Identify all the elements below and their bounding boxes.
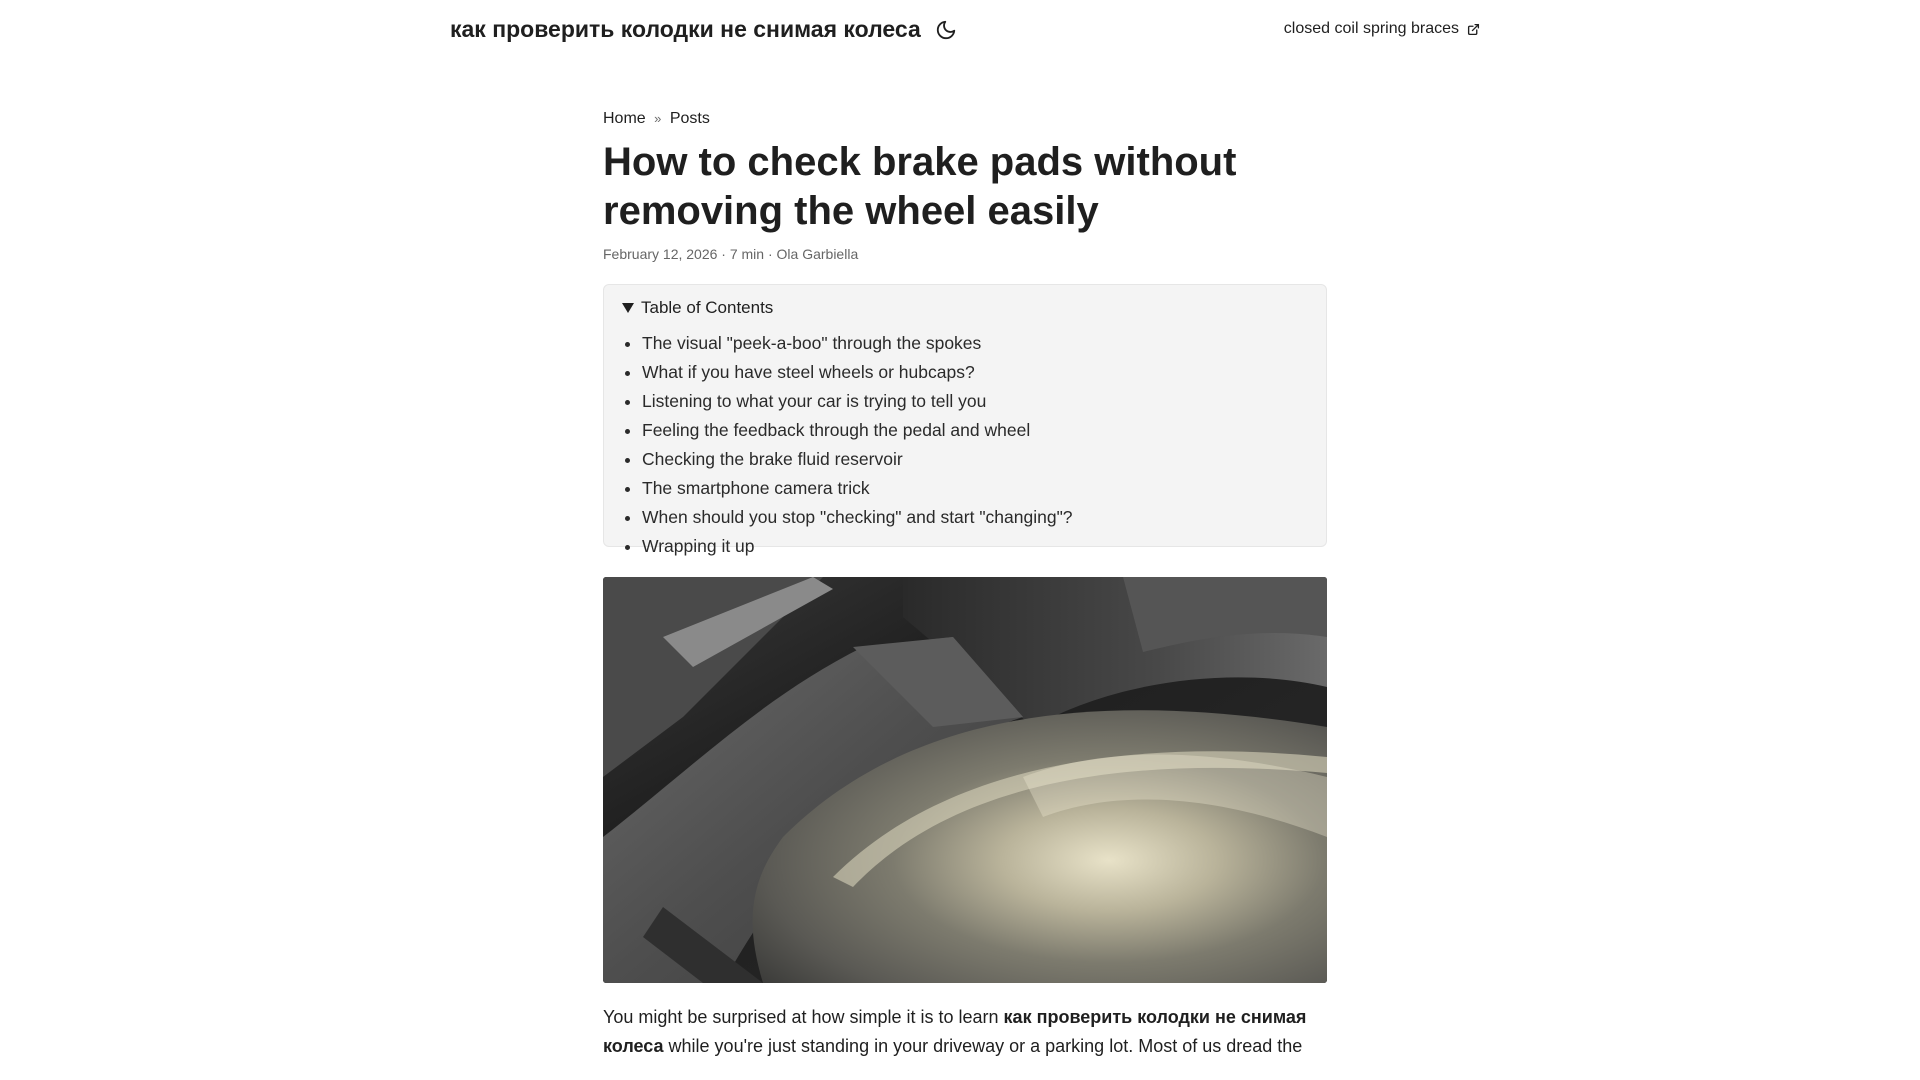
toc-link[interactable]: The smartphone camera trick	[642, 478, 870, 498]
toc-toggle[interactable]	[622, 295, 1308, 321]
brake-pad-photo	[603, 577, 1327, 983]
toc-link[interactable]: When should you stop "checking" and start "changing"?	[642, 507, 1073, 527]
toc-link[interactable]: Listening to what your car is trying to tell you	[642, 391, 987, 411]
toc-item	[642, 329, 1308, 358]
intro-text-end: while you're just standing in your driveway or a parking lot. Most of us dread the	[663, 1036, 1303, 1056]
toc-item	[642, 474, 1308, 503]
breadcrumb-separator: »	[654, 111, 662, 126]
page-title: How to check brake pads without removing the wheel easily	[603, 140, 1237, 233]
intro-paragraph	[603, 1003, 1327, 1061]
toc-item	[642, 445, 1308, 474]
nav-link-closed-coil-spring-braces[interactable]	[1284, 20, 1480, 38]
moon-icon[interactable]	[935, 19, 957, 41]
breadcrumb-posts-link[interactable]: Posts	[669, 110, 710, 127]
toc-item	[642, 358, 1308, 387]
toc-item	[642, 416, 1308, 445]
toc-link[interactable]: The visual "peek-a-boo" through the spokes	[642, 333, 982, 353]
table-of-contents	[603, 284, 1327, 556]
post-meta: February 12, 2026 · 7 min · Ola Garbiella	[603, 246, 859, 262]
article-body	[603, 1003, 1327, 1061]
site-header	[0, 0, 1920, 60]
main-article	[603, 108, 1327, 1061]
toc-item	[642, 503, 1308, 532]
site-title-link[interactable]: как проверить колодки не снимая колеса	[450, 16, 921, 42]
toc-link[interactable]: Wrapping it up	[642, 536, 755, 556]
toc-link[interactable]: Feeling the feedback through the pedal and wheel	[642, 420, 1031, 440]
intro-keyword: как проверить колодки не снимая колеса	[603, 1007, 1307, 1056]
toc-link[interactable]: What if you have steel wheels or hubcaps?	[642, 362, 975, 382]
breadcrumb	[603, 108, 1327, 130]
intro-text-start: You might be surprised at how simple it is to learn	[603, 1007, 1004, 1027]
nav-link-label: closed coil spring braces	[1283, 20, 1459, 37]
toc-item	[642, 532, 1308, 561]
toc-item	[642, 387, 1308, 416]
toc-list	[622, 329, 1308, 561]
toc-summary-label: Table of Contents	[641, 298, 774, 317]
triangle-down-icon	[622, 303, 634, 313]
breadcrumb-home-link[interactable]: Home	[603, 110, 646, 127]
toc-link[interactable]: Checking the brake fluid reservoir	[642, 449, 903, 469]
cover-image-brake-caliper	[603, 577, 1327, 983]
external-link-icon	[1467, 23, 1480, 36]
